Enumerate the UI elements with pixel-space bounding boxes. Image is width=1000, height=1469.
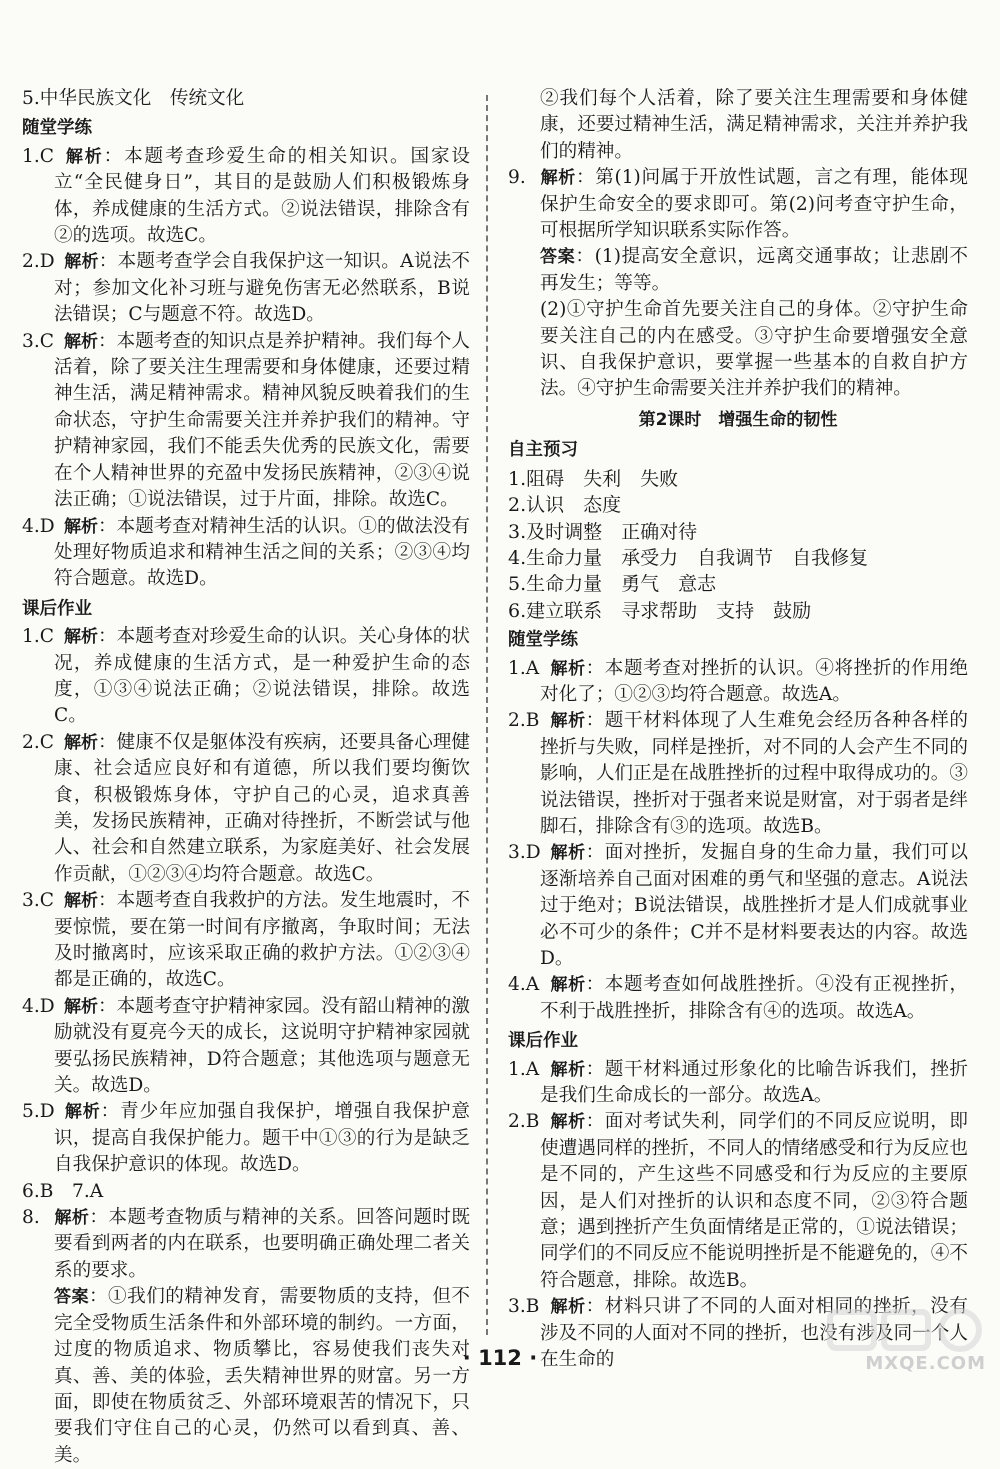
item-number: 8. <box>22 1207 40 1229</box>
analysis-label: 解析 <box>550 1297 586 1318</box>
analysis-label: 解析 <box>64 891 99 912</box>
answer-8-content <box>22 1284 470 1469</box>
answer-8-continued: ②我们每个人活着，除了要关注生理需要和身体健康，还要过精神生活，满足精神需求，关注并养护我们的精神。 <box>540 88 968 162</box>
item-number: 4.A <box>508 974 540 996</box>
analysis-label: 解析 <box>550 711 586 732</box>
item-text: ：青少年应加强自我保护，增强自我保护意识，提高自我保护能力。题干中①③的行为是缺乏自我保护意识的体现。故选D。 <box>54 1101 470 1176</box>
preview-item: 6.建立联系 寻求帮助 支持 鼓励 <box>508 599 812 622</box>
answer-item <box>22 249 470 328</box>
item-number: 2.B <box>508 710 540 732</box>
item-number: 2.B <box>508 1111 540 1133</box>
analysis-label: 解析 <box>64 252 99 273</box>
preview-item: 1.阻碍 失利 失败 <box>508 467 679 490</box>
item-number: 3.D <box>508 842 541 864</box>
answer-text: ：①我们的精神发育，需要物质的支持，但不完全受物质生活条件和外部环境的制约。一方面，过度的物质追求、物质攀比，容易使我们丧失对真、善、美的体验，丢失精神世界的财富。另一方面，即使在物质贫乏、外部环境艰苦的情况下，只要我们守住自己的心灵，仍然可以看到真、善、美。 <box>54 1286 470 1466</box>
analysis-label: 解析 <box>54 1208 90 1229</box>
analysis-label: 解析 <box>550 658 586 679</box>
analysis-label: 解析 <box>64 516 99 537</box>
item-text: ：面对挫折，发掘自身的生命力量，我们可以逐渐培养自己面对困难的勇气和坚强的意志。A说法过于绝对；B说法错误，战胜挫折才是人们成就事业必不可少的条件；C并不是材料要表达的内容。故选D。 <box>540 842 968 969</box>
item-text: ：本题考查守护精神家园。没有韶山精神的激励就没有夏亮今天的成长，这说明守护精神家园就要弘扬民族精神，D符合题意；其他选项与题意无关。故选D。 <box>54 995 470 1097</box>
analysis-label: 解析 <box>64 732 99 753</box>
item-number: 2.C <box>22 731 54 753</box>
analysis-label: 解析 <box>64 996 99 1017</box>
item-text: ：题干材料体现了人生难免会经历各种各样的挫折与失败，同样是挫折，对不同的人会产生不同的影响，人们正是在战胜挫折的过程中取得成功的。③说法错误，挫折对于强者来说是财富，对于弱者是绊脚石，排除含有③的选项。故选B。 <box>540 710 968 837</box>
column-divider <box>486 95 488 1335</box>
section-heading-kehou: 课后作业 <box>508 1031 578 1052</box>
analysis-label: 解析 <box>64 1102 101 1123</box>
section-heading-suitang: 随堂学练 <box>22 118 92 139</box>
item-text: ：题干材料通过形象化的比喻告诉我们，挫折是我们生命成长的一部分。故选A。 <box>540 1058 968 1107</box>
item-text: ：面对考试失利，同学们的不同反应说明，即使遭遇同样的挫折，不同人的情绪感受和行为反应也是不同的，产生这些不同感受和行为反应的主要原因，是人们对挫折的认识和态度不同，②③符合题意；遇到挫折产生负面情绪是正常的，①说法错误；同学们的不同反应不能说明挫折是不能避免的，④不符合题意，排除。故选B。 <box>540 1111 968 1291</box>
item-number: 3.C <box>22 330 54 352</box>
analysis-label: 解析 <box>550 843 586 864</box>
analysis-label: 解析 <box>540 168 576 189</box>
answer-item <box>508 1109 968 1294</box>
item-text: ：本题考查如何战胜挫折。④没有正视挫折，不利于战胜挫折，排除含有④的选项。故选A。 <box>540 974 968 1022</box>
right-column <box>508 86 968 1374</box>
answer-item <box>508 1057 968 1110</box>
item-text: ：本题考查物质与精神的关系。回答问题时既要看到两者的内在联系，也要明确正确处理二者关系的要求。 <box>54 1207 470 1281</box>
item-number: 4.D <box>22 515 55 537</box>
watermark-text: MXQE.COM <box>865 1353 986 1374</box>
analysis-label: 解析 <box>550 975 586 996</box>
left-column <box>22 86 470 1469</box>
answer-item <box>22 730 470 888</box>
answer-text: ：(1)提高安全意识，远离交通事故；让悲剧不再发生；等等。 <box>540 246 969 294</box>
answer-item <box>508 972 968 1025</box>
preview-item: 4.生命力量 承受力 自我调节 自我修复 <box>508 546 869 569</box>
answer-item <box>22 329 470 514</box>
item-number: 9. <box>508 167 526 189</box>
answer-item <box>508 708 968 840</box>
answer-item <box>22 514 470 593</box>
item-text: ：材料只讲了不同的人面对相同的挫折，没有涉及不同的人面对不同的挫折，也没有涉及同一个人在生命的 <box>540 1296 968 1371</box>
item-text: ：本题考查珍爱生命的相关知识。国家设立“全民健身日”，其目的是鼓励人们积极锻炼身体，养成健康的生活方式。②说法错误，排除含有②的选项。故选C。 <box>54 145 471 247</box>
answer-item-6-7: 6.B 7.A <box>22 1180 104 1202</box>
item-text: ：本题考查学会自我保护这一知识。A说法不对；参加文化补习班与避免伤害无必然联系，B说法错误；C与题意不符。故选D。 <box>54 251 471 326</box>
item-text: ：本题考查的知识点是养护精神。我们每个人活着，除了要关注生理需要和身体健康，还要过精神生活，满足精神需求。精神风貌反映着我们的生命状态，守护生命需要关注并养护我们的精神。守护精神家园，我们不能丢失优秀的民族文化，需要在个人精神世界的充盈中发扬民族精神，②③④说法正确；①说法错误，过于片面，排除。故选C。 <box>54 330 470 511</box>
answer-item <box>508 656 968 709</box>
answer-item-9 <box>508 165 968 244</box>
item-number: 1.C <box>22 145 54 167</box>
answer-item <box>22 888 470 994</box>
item-number: 1.C <box>22 626 54 648</box>
answer-9-content <box>508 244 968 297</box>
item-text: ：本题考查对珍爱生命的认识。关心身体的状况，养成健康的生活方式，是一种爱护生命的态度，①③④说法正确；②说法错误，排除。故选C。 <box>54 626 470 727</box>
item-number: 3.B <box>508 1296 540 1318</box>
analysis-label: 解析 <box>550 1059 586 1080</box>
item-number: 1.A <box>508 1058 540 1080</box>
item-text: ：第(1)问属于开放性试题，言之有理，能体现保护生命安全的要求即可。第(2)问考查守护生命，可根据所学知识联系实际作答。 <box>540 167 969 242</box>
lesson-title: 第2课时 增强生命的韧性 <box>638 409 838 430</box>
analysis-label: 解析 <box>64 146 104 167</box>
preview-item: 5.生命力量 勇气 意志 <box>508 573 717 596</box>
section-heading-zizhu: 自主预习 <box>508 440 578 461</box>
answer-9-part2: (2)①守护生命首先要关注自己的身体。②守护生命要关注自己的内在感受。③守护生命要增强安全意识、自我保护意识，要掌握一些基本的自救自护方法。④守护生命需要关注并养护我们的精神。 <box>540 299 968 400</box>
item-number: 3.C <box>22 890 54 912</box>
analysis-label: 解析 <box>64 627 99 648</box>
answer-label: 答案 <box>540 247 576 268</box>
answer-label: 答案 <box>54 1287 89 1308</box>
section-heading-suitang: 随堂学练 <box>508 630 578 651</box>
answer-item <box>508 840 968 972</box>
answer-item-5: 5.中华民族文化 传统文化 <box>22 88 245 109</box>
analysis-label: 解析 <box>64 331 99 352</box>
analysis-label: 解析 <box>550 1112 586 1133</box>
item-number: 1.A <box>508 657 540 679</box>
item-text: ：本题考查对精神生活的认识。①的做法没有处理好物质追求和精神生活之间的关系；②③④均符合题意。故选D。 <box>54 515 470 590</box>
answer-item <box>22 994 470 1100</box>
page-number: · 112 · <box>462 1346 538 1370</box>
item-text: ：本题考查对挫折的认识。④将挫折的作用绝对化了；①②③均符合题意。故选A。 <box>540 657 968 705</box>
item-number: 5.D <box>22 1101 55 1123</box>
preview-item: 3.及时调整 正确对待 <box>508 520 698 543</box>
item-number: 4.D <box>22 995 55 1017</box>
answer-item-8 <box>22 1205 470 1284</box>
item-number: 2.D <box>22 251 55 273</box>
answer-item <box>22 1099 470 1178</box>
answer-item <box>22 624 470 730</box>
preview-item: 2.认识 态度 <box>508 494 622 517</box>
item-text: ：健康不仅是躯体没有疾病，还要具备心理健康、社会适应良好和有道德，所以我们要均衡饮食，积极锻炼身体，守护自己的心灵，追求真善美，发扬民族精神，正确对待挫折，不断尝试与他人、社会和自然建立联系，为家庭美好、社会发展作贡献，①②③④均符合题意。故选C。 <box>54 731 470 885</box>
answer-item <box>22 144 470 250</box>
section-heading-kehou: 课后作业 <box>22 598 92 619</box>
item-text: ：本题考查自我救护的方法。发生地震时，不要惊慌，要在第一时间有序撤离，争取时间；无法及时撤离时，应该采取正确的救护方法。①②③④都是正确的，故选C。 <box>54 890 470 991</box>
